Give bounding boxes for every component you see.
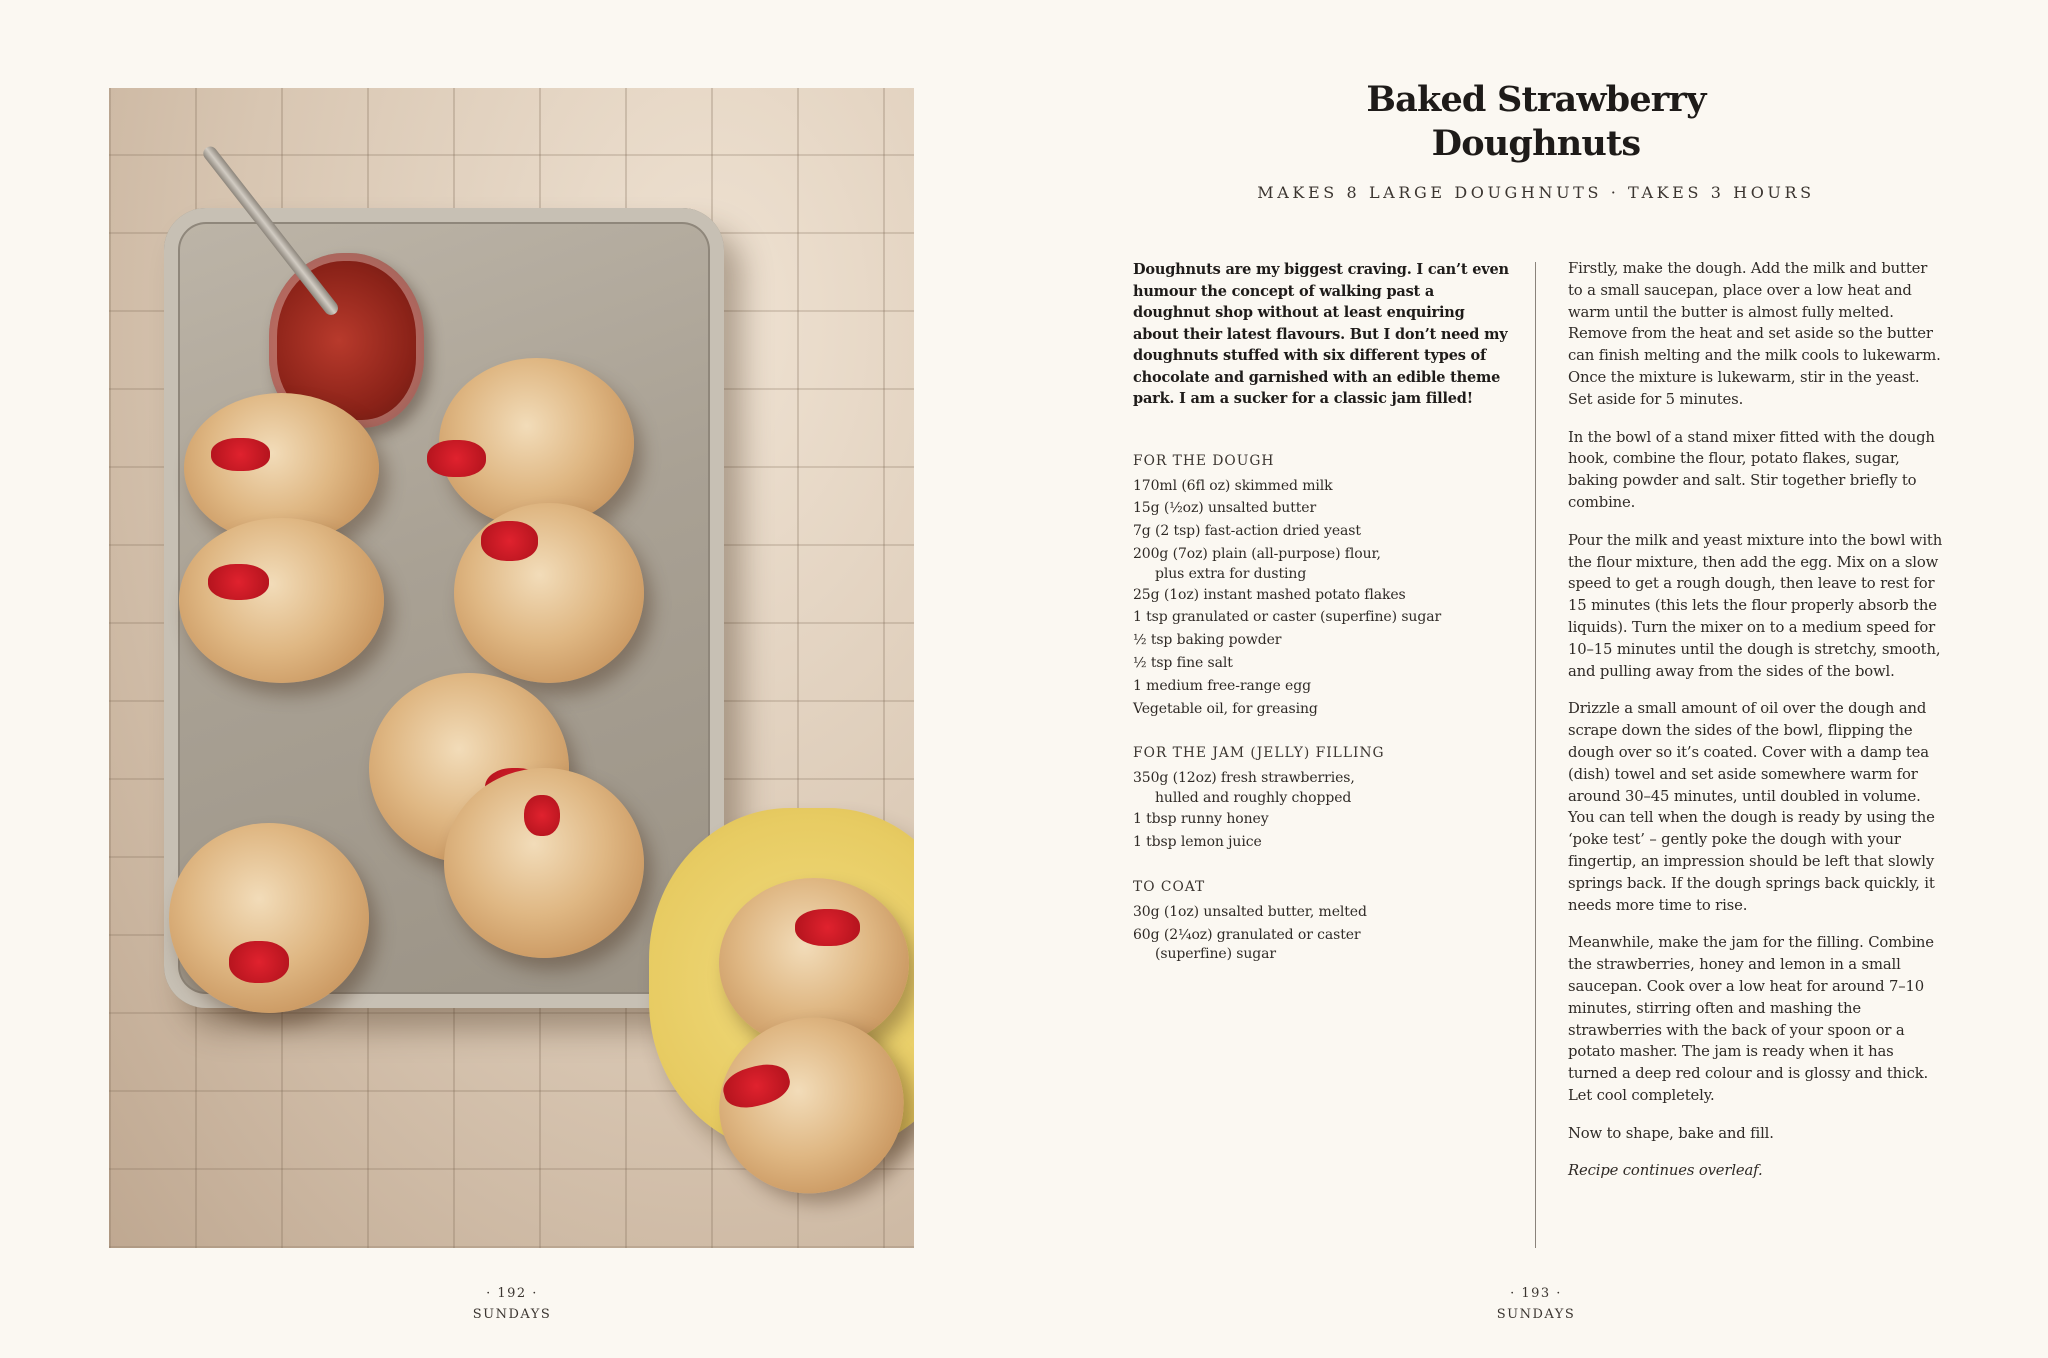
- ingredient: ½ tsp fine salt: [1133, 655, 1233, 672]
- ingredient: 200g (7oz) plain (all-purpose) flour, plus extra for dusting: [1133, 545, 1381, 582]
- recipe-title: Baked Strawberry Doughnuts: [1366, 79, 1706, 164]
- coat-heading: TO COAT: [1133, 878, 1206, 895]
- method-step: Meanwhile, make the jam for the filling. Combine the strawberries, honey and lemon in a small saucepan. Cook over a low heat for around 7–10 minutes, stirring often and mashing the strawberries with the back of your spoon or a potato masher. The jam is ready when it has turned a deep red colour and is glossy and thick. Let cool completely.: [1568, 934, 1934, 1104]
- doughnut: [439, 358, 634, 528]
- dough-ingredients: [1133, 475, 1513, 721]
- jam-ingredients: [1133, 767, 1513, 853]
- section-name: SUNDAYS: [472, 1307, 552, 1322]
- ingredient: 30g (1oz) unsalted butter, melted: [1133, 903, 1367, 920]
- ingredient: 1 tbsp lemon juice: [1133, 834, 1262, 851]
- left-folio: [402, 1283, 622, 1325]
- ingredient: 1 tbsp runny honey: [1133, 811, 1269, 828]
- column-divider: [1535, 262, 1536, 1248]
- ingredient: 170ml (6fl oz) skimmed milk: [1133, 477, 1333, 494]
- doughnut: [454, 503, 644, 683]
- recipe-yield: MAKES 8 LARGE DOUGHNUTS · TAKES 3 HOURS: [1257, 183, 1815, 202]
- continues-note: Recipe continues overleaf.: [1568, 1162, 1763, 1180]
- ingredient: Vegetable oil, for greasing: [1133, 700, 1318, 717]
- right-folio: [1426, 1283, 1646, 1325]
- coat-ingredients: [1133, 901, 1513, 965]
- ingredient: 60g (2¼oz) granulated or caster (superfine) sugar: [1133, 926, 1361, 963]
- method-step: Pour the milk and yeast mixture into the bowl with the flour mixture, then add the egg. Mix on a slow speed to get a rough dough, then leave to rest for 15 minutes (this lets the flour properly absorb the liquids). Turn the mixer on to a medium speed for 10–15 minutes until the dough is stretchy, smooth, and pulling away from the sides of the bowl.: [1568, 531, 1943, 680]
- method-step: Firstly, make the dough. Add the milk and butter to a small saucepan, place over a low heat and warm until the butter is almost fully melted. Remove from the heat and set aside so the butter can finish melting and the milk cools to lukewarm. Once the mixture is lukewarm, stir in the yeast. Set aside for 5 minutes.: [1568, 260, 1941, 408]
- doughnut: [444, 768, 644, 958]
- dough-heading: FOR THE DOUGH: [1133, 452, 1275, 469]
- doughnuts-photo: [109, 88, 914, 1248]
- section-name: SUNDAYS: [1496, 1307, 1576, 1322]
- page-number: · 192 ·: [486, 1286, 538, 1301]
- ingredient: 25g (1oz) instant mashed potato flakes: [1133, 586, 1406, 603]
- ingredient: 15g (½oz) unsalted butter: [1133, 500, 1317, 517]
- intro-text: Doughnuts are my biggest craving. I can’t even humour the concept of walking past a doughnut shop without at least enquiring about their latest flavours. But I don’t need my doughnuts stuffed with six different types of chocolate and garnished with an edible theme park. I am a sucker for a classic jam filled!: [1133, 261, 1509, 407]
- method-column: [1568, 258, 1946, 1198]
- ingredients-column: [1133, 259, 1513, 986]
- method-step: Now to shape, bake and fill.: [1568, 1124, 1774, 1142]
- method-step: In the bowl of a stand mixer fitted with the dough hook, combine the flour, potato flakes, sugar, baking powder and salt. Stir together briefly to combine.: [1568, 428, 1935, 511]
- ingredient: 350g (12oz) fresh strawberries, hulled and roughly chopped: [1133, 770, 1355, 807]
- jam-heading: FOR THE JAM (JELLY) FILLING: [1133, 745, 1385, 762]
- ingredient: 7g (2 tsp) fast-action dried yeast: [1133, 523, 1361, 540]
- page-number: · 193 ·: [1510, 1286, 1562, 1301]
- doughnut: [169, 823, 369, 1013]
- method-step: Drizzle a small amount of oil over the dough and scrape down the sides of the bowl, flipping the dough over so it’s coated. Cover with a damp tea (dish) towel and set aside somewhere warm for around 30–45 minutes, until doubled in volume. You can tell when the dough is ready by using the ‘poke test’ – gently poke the dough with your fingertip, an impression should be left that slowly springs back. If the dough springs back quickly, it needs more time to rise.: [1568, 700, 1935, 914]
- ingredient: 1 tsp granulated or caster (superfine) sugar: [1133, 609, 1442, 626]
- ingredient: ½ tsp baking powder: [1133, 632, 1282, 649]
- doughnut: [179, 518, 384, 683]
- ingredient: 1 medium free-range egg: [1133, 677, 1311, 694]
